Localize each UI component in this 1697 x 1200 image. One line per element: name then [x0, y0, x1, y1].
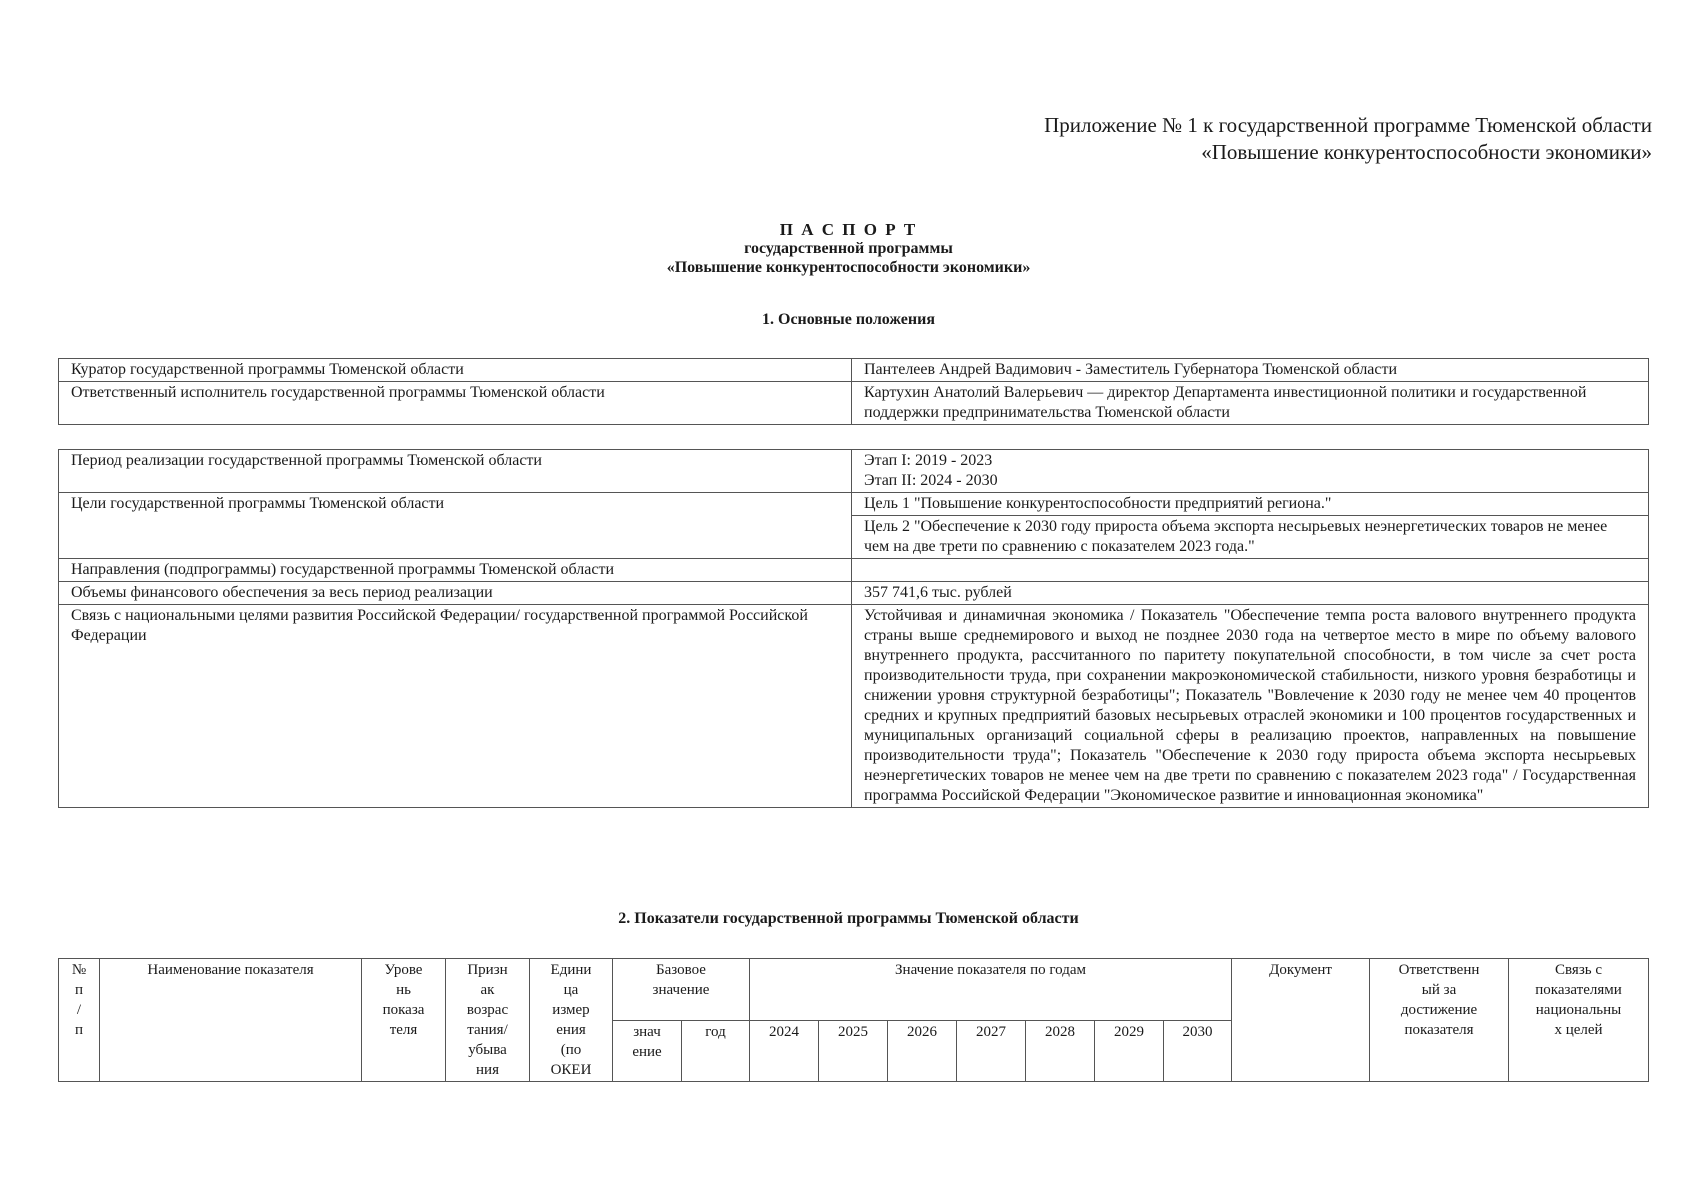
period-stage-2: Этап II: 2024 - 2030 [864, 472, 998, 489]
table-row [59, 450, 1649, 493]
appendix-header [1044, 112, 1652, 166]
header-level: Урове нь показа теля [362, 959, 446, 1082]
directions-value [852, 559, 1649, 582]
table-row [59, 605, 1649, 808]
directions-label: Направления (подпрограммы) государственной программы Тюменской области [59, 559, 852, 582]
national-goals-value: Устойчивая и динамичная экономика / Показатель "Обеспечение темпа роста валового внутреннего продукта страны выше среднемирового и выход не позднее 2030 года на четвертое место в мире по объему валового внутреннего продукта, рассчитанного по паритету покупательной способности, в том числе за счет роста производительности труда, при сохранении макроэкономической стабильности, низкого уровня безработицы и снижении уровня структурной безработицы"; Показатель "Вовлечение к 2030 году не менее чем 40 процентов средних и крупных предприятий базовых несырьевых отраслей экономики и 100 процентов государственных и муниципальных организаций социальной сферы в реализацию проектов, направленных на повышение производительности труда"; Показатель "Обеспечение к 2030 году прироста объема экспорта несырьевых неэнергетических товаров не менее чем на две трети по сравнению с показателем 2023 года" / Государственная программа Российской Федерации "Экономическое развитие и инновационная экономика" [852, 605, 1649, 808]
header-name: Наименование показателя [100, 959, 362, 1082]
header-year-2026: 2026 [888, 1020, 957, 1082]
period-label: Период реализации государственной программы Тюменской области [59, 450, 852, 493]
funding-value: 357 741,6 тыс. рублей [852, 582, 1649, 605]
header-unit: Едини ца измер ения (по ОКЕИ [530, 959, 613, 1082]
appendix-line-1: Приложение № 1 к государственной программе Тюменской области [1044, 113, 1652, 137]
section-2-title: 2. Показатели государственной программы Тюменской области [618, 910, 1079, 927]
goals-label: Цели государственной программы Тюменской области [59, 493, 852, 559]
curator-label: Куратор государственной программы Тюменской области [59, 359, 852, 382]
section-1-title: 1. Основные положения [762, 311, 935, 328]
header-year-2025: 2025 [819, 1020, 888, 1082]
passport-subtitle-1: государственной программы [744, 240, 953, 257]
goal-2: Цель 2 "Обеспечение к 2030 году прироста объема экспорта несырьевых неэнергетических товаров не менее чем на две трети по сравнению с показателем 2023 года." [852, 516, 1649, 559]
passport-subtitle-2: «Повышение конкурентоспособности экономики» [666, 259, 1031, 276]
passport-heading [0, 220, 1697, 277]
header-base-value: знач ение [613, 1020, 682, 1082]
table-row [59, 382, 1649, 425]
header-responsible: Ответственн ый за достижение показателя [1370, 959, 1509, 1082]
goal-1: Цель 1 "Повышение конкурентоспособности предприятий региона." [852, 493, 1649, 516]
passport-title: П А С П О Р Т [779, 220, 918, 239]
header-base: Базовое значение [613, 959, 750, 1021]
header-year-2027: 2027 [957, 1020, 1026, 1082]
appendix-line-2: «Повышение конкурентоспособности экономики» [1201, 140, 1652, 164]
header-base-year: год [682, 1020, 750, 1082]
header-sign: Призн ак возрас тания/ убыва ния [446, 959, 530, 1082]
indicators-table [58, 958, 1649, 1082]
period-stage-1: Этап I: 2019 - 2023 [864, 452, 993, 469]
curator-value: Пантелеев Андрей Вадимович - Заместитель Губернатора Тюменской области [852, 359, 1649, 382]
funding-label: Объемы финансового обеспечения за весь период реализации [59, 582, 852, 605]
table-header-row [59, 959, 1649, 1021]
header-year-2024: 2024 [750, 1020, 819, 1082]
header-national-link: Связь с показателями национальны х целей [1509, 959, 1649, 1082]
curator-table [58, 358, 1649, 425]
header-year-2030: 2030 [1164, 1020, 1232, 1082]
table-row [59, 582, 1649, 605]
national-goals-label: Связь с национальными целями развития Российской Федерации/ государственной программой Российской Федерации [59, 605, 852, 808]
table-row [59, 559, 1649, 582]
header-document: Документ [1232, 959, 1370, 1082]
header-number: № п / п [59, 959, 100, 1082]
header-values-by-year: Значение показателя по годам [750, 959, 1232, 1021]
program-details-table [58, 449, 1649, 808]
table-row [59, 359, 1649, 382]
period-value [852, 450, 1649, 493]
executor-value: Картухин Анатолий Валерьевич — директор Департамента инвестиционной политики и государственной поддержки предпринимательства Тюменской области [852, 382, 1649, 425]
header-year-2029: 2029 [1095, 1020, 1164, 1082]
table-row [59, 493, 1649, 516]
header-year-2028: 2028 [1026, 1020, 1095, 1082]
executor-label: Ответственный исполнитель государственной программы Тюменской области [59, 382, 852, 425]
